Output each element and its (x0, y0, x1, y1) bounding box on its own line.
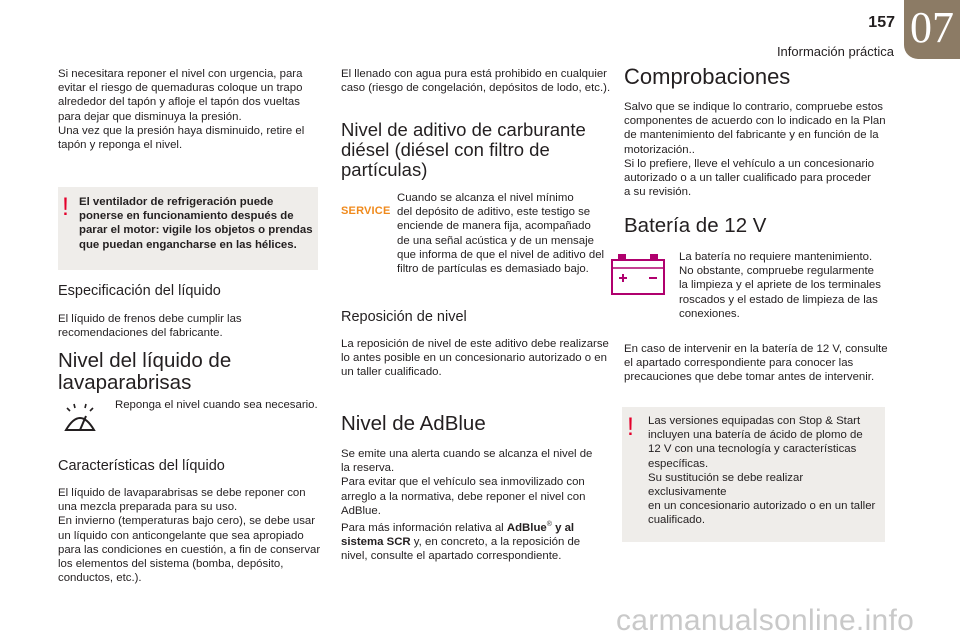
washer-text: Reponga el nivel cuando sea necesario. (115, 399, 318, 411)
section-title: Información práctica (776, 44, 894, 59)
adblue-bold-2: y al sistema SCR (341, 521, 575, 549)
washer-title: Nivel del líquido de lavaparabrisas (58, 349, 232, 394)
reset-text: La reposición de nivel de este aditivo debe realizarse lo antes posible en un concesionario autorizado o en un taller cualificado. (341, 338, 609, 379)
adblue-title: Nivel de AdBlue (341, 412, 486, 435)
additive-title: Nivel de aditivo de carburante diésel (diésel con filtro de partículas) (341, 119, 586, 180)
page-number: 157 (868, 14, 895, 31)
warning-exclamation-icon: ! (62, 193, 69, 221)
windscreen-washer-icon (60, 400, 100, 434)
watermark: carmanualsonline.info (616, 604, 915, 637)
additive-text: Cuando se alcanza el nivel mínimo del depósito de aditivo, este testigo se enciende de manera fija, acompañado de una señal acústica y de un mensaje que informa de que el nivel de aditivo del filtro de partículas es demasiado bajo. (397, 192, 605, 276)
spec-text: El líquido de frenos debe cumplir las recomendaciones del fabricante. (58, 313, 242, 340)
adblue-text (341, 447, 611, 563)
checks-title: Comprobaciones (624, 64, 791, 89)
adblue-text-part1: Se emite una alerta cuando se alcanza el nivel de la reserva. Para evitar que el vehículo sea inmovilizado con arreglo a la normativa, debe reponer el nivel con AdBlue. Para más información relativa al (341, 448, 593, 534)
battery-text-2: En caso de intervenir en la batería de 12 V, consulte el apartado correspondiente para conocer las precauciones que debe tomar antes de intervenir. (624, 343, 888, 384)
reset-title: Reposición de nivel (341, 309, 467, 325)
warning-stop-start-text: Las versiones equipadas con Stop & Start incluyen una batería de ácido de plomo de 12 V con una tecnología y características específicas. Su sustitución se debe realizar exclusivamente en un concesionario autorizado o en un taller cualificado. (648, 415, 876, 527)
warning-fan-text: El ventilador de refrigeración puede ponerse en funcionamiento después de parar el motor: vigile los objetos o prendas que puedan engancharse en las hélices. (79, 196, 313, 251)
service-warning-icon: SERVICE (341, 205, 391, 217)
registered-mark: ® (546, 521, 552, 529)
chapter-tab (904, 0, 960, 59)
checks-text: Salvo que se indique lo contrario, compruebe estos componentes de acuerdo con lo indicado en la Plan de mantenimiento del fabricante y en función de la motorización.. Si lo prefiere, lleve el vehículo a un concesionario autorizado o a un taller cualificado para proceder a su revisión. (624, 101, 886, 199)
battery-title: Batería de 12 V (624, 214, 767, 237)
adblue-bold-1: AdBlue (506, 521, 547, 534)
warning-box-stop-start (622, 407, 885, 542)
col1-intro: Si necesitara reponer el nivel con urgencia, para evitar el riesgo de quemaduras coloque un trapo alrededor del tapón y afloje el tapón dos vueltas para dejar que disminuya la presión. Una vez que la presión haya disminuido, retire el tapón y reponga el nivel. (58, 68, 305, 152)
battery-text: La batería no requiere mantenimiento. No obstante, compruebe regularmente la limpieza y el apriete de los terminales roscados y el estado de limpieza de las conexiones. (679, 251, 881, 320)
spec-title: Especificación del líquido (58, 283, 221, 299)
battery-icon (610, 248, 666, 298)
char-text: El líquido de lavaparabrisas se debe reponer con una mezcla preparada para su uso. En invierno (temperaturas bajo cero), se debe usar un líquido con anticongelante que sea apropiado para las condiciones en cuestión, a fin de conservar los elementos del sistema (bomba, depósito, conductos, etc.). (58, 487, 321, 585)
col2-intro: El llenado con agua pura está prohibido en cualquier caso (riesgo de congelación, depósitos de lodo, etc.). (341, 68, 611, 95)
adblue-text-part2: y, en concreto, a la reposición de nivel, consulte el apartado correspondiente. (341, 536, 581, 563)
chapter-number: 07 (910, 3, 954, 52)
warning-exclamation-icon: ! (627, 413, 634, 441)
char-title: Características del líquido (58, 458, 225, 474)
warning-box-fan (58, 187, 318, 270)
